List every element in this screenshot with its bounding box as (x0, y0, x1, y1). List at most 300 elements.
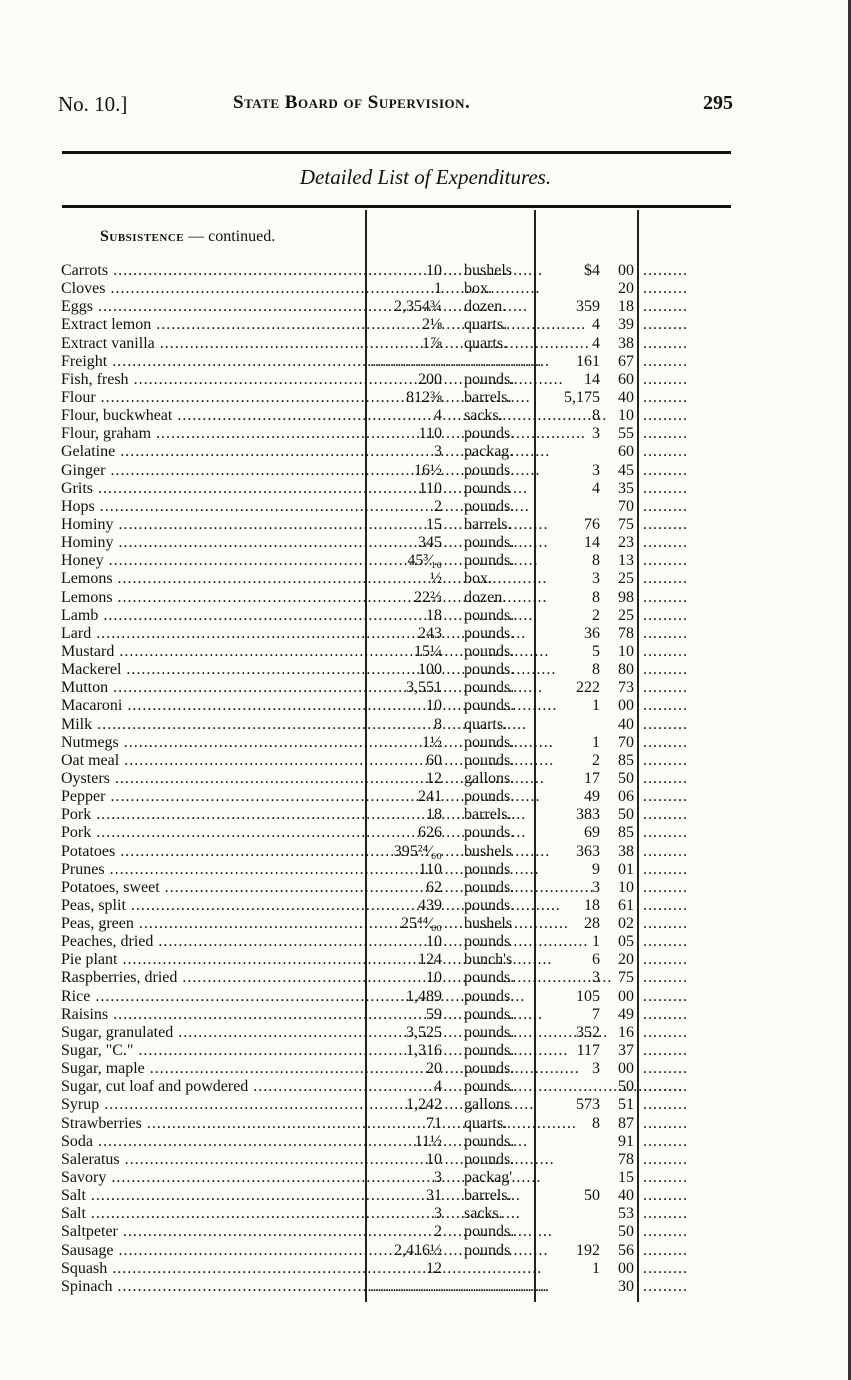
item-cents: 80 (618, 661, 634, 679)
item-unit: pounds. (464, 461, 515, 479)
item-cents: 39 (618, 316, 634, 334)
item-unit: pounds. (464, 878, 515, 896)
trailing-leader-dots: ......... (643, 552, 688, 570)
item-cents: 98 (618, 588, 634, 606)
item-name: Eggs ..... (61, 298, 362, 316)
item-unit: gallons (464, 1096, 511, 1114)
trailing-leader-dots: ......... (643, 280, 688, 298)
item-dollars: 14 (584, 370, 600, 388)
item-dollars: 8 (592, 407, 600, 425)
trailing-leader-dots: ......... (643, 298, 688, 316)
table-row (0, 443, 851, 461)
table-row (0, 552, 851, 570)
trailing-leader-dots: ......... (643, 1078, 688, 1096)
item-quantity: 10 (426, 969, 442, 987)
item-dollars: 352 (576, 1023, 600, 1041)
trailing-leader-dots: ......... (643, 1169, 688, 1187)
item-dollars: 7 (592, 1005, 600, 1023)
item-unit: pounds. (464, 1005, 515, 1023)
item-name: Sausage ..... (61, 1242, 362, 1260)
table-row (0, 697, 851, 715)
item-cents: 40 (618, 388, 634, 406)
item-unit: pounds. (464, 1150, 515, 1168)
table-row (0, 407, 851, 425)
item-cents: 85 (618, 751, 634, 769)
trailing-leader-dots: ......... (643, 407, 688, 425)
item-cents: 13 (618, 552, 634, 570)
item-cents: 51 (618, 1096, 634, 1114)
trailing-leader-dots: ......... (643, 515, 688, 533)
item-quantity: 22⅔ (414, 588, 442, 606)
trailing-leader-dots: ......... (643, 316, 688, 334)
item-quantity: 200 (418, 370, 442, 388)
table-row (0, 1205, 851, 1223)
section-heading (100, 228, 275, 246)
item-quantity: 1,242 (406, 1096, 442, 1114)
table-row (0, 1133, 851, 1151)
section-title: Subsistence (100, 228, 185, 245)
item-name: Ginger ..... (61, 462, 362, 480)
item-quantity: 124 (418, 951, 442, 969)
trailing-leader-dots: ......... (643, 842, 688, 860)
table-row (0, 480, 851, 498)
item-cents: 38 (618, 334, 634, 352)
expenditure-table (0, 262, 851, 1296)
table-row (0, 770, 851, 788)
item-unit: barrels. (464, 515, 512, 533)
item-quantity: 241 (418, 788, 442, 806)
trailing-leader-dots: ......... (643, 352, 688, 370)
item-unit: pounds. (464, 697, 515, 715)
trailing-leader-dots: ......... (643, 1023, 688, 1041)
trailing-leader-dots: ......... (643, 370, 688, 388)
item-quantity: 62 (426, 878, 442, 896)
item-cents: 87 (618, 1114, 634, 1132)
item-name: Strawberries ..... (61, 1115, 362, 1133)
table-row (0, 462, 851, 480)
item-unit: pounds. (464, 534, 515, 552)
item-cents: 49 (618, 1005, 634, 1023)
item-unit: pounds. (464, 1042, 515, 1060)
trailing-leader-dots: ......... (643, 769, 688, 787)
trailing-leader-dots: ......... (643, 642, 688, 660)
item-quantity: 1⅞ (422, 334, 442, 352)
item-cents: 40 (618, 715, 634, 733)
item-unit: pounds. (464, 624, 515, 642)
item-quantity: 3 (434, 1169, 442, 1187)
item-cents: 37 (618, 1042, 634, 1060)
item-unit: box. (464, 570, 492, 588)
item-name: Mustard ..... (61, 643, 362, 661)
page-subtitle: Detailed List of Expenditures. (299, 165, 552, 189)
table-row (0, 316, 851, 334)
item-unit: bunch's (464, 951, 513, 969)
table-row (0, 1096, 851, 1114)
table-row (0, 371, 851, 389)
item-quantity: 812⅜ (406, 388, 442, 406)
table-row (0, 1042, 851, 1060)
item-cents: 02 (618, 915, 634, 933)
trailing-leader-dots: ......... (643, 570, 688, 588)
item-dollars: $4 (584, 262, 600, 279)
item-cents: 85 (618, 824, 634, 842)
item-quantity: 110 (418, 425, 442, 443)
item-unit: pounds. (464, 1023, 515, 1041)
item-quantity: 60 (426, 751, 442, 769)
table-row (0, 716, 851, 734)
item-cents: 50 (618, 1223, 634, 1241)
item-name: Sugar, cut loaf and powdered ..... (61, 1078, 362, 1096)
item-name: Fish, fresh ..... (61, 371, 362, 389)
table-row (0, 843, 851, 861)
item-quantity: 110 (418, 860, 442, 878)
item-unit: quarts. (464, 316, 508, 334)
item-unit: pounds. (464, 642, 515, 660)
item-cents: 50 (618, 769, 634, 787)
item-cents: 78 (618, 1150, 634, 1168)
item-quantity: 4 (434, 1078, 442, 1096)
item-unit: sacks. (464, 1205, 503, 1223)
item-cents: 75 (618, 515, 634, 533)
table-row (0, 861, 851, 879)
item-unit: pounds. (464, 1060, 515, 1078)
item-quantity: 12 (426, 769, 442, 787)
item-cents: 75 (618, 969, 634, 987)
item-name: Raisins ..... (61, 1006, 362, 1024)
item-dollars: 3 (592, 461, 600, 479)
item-name: Nutmegs ..... (61, 734, 362, 752)
trailing-leader-dots: ......... (643, 661, 688, 679)
table-row (0, 1024, 851, 1042)
item-unit: pounds (464, 479, 511, 497)
item-unit: pounds (464, 1241, 511, 1259)
item-dollars: 1 (592, 933, 600, 951)
item-cents: 00 (618, 1259, 634, 1277)
item-name: Sugar, "C." ..... (61, 1042, 362, 1060)
item-name: Freight ..... (61, 353, 362, 371)
trailing-leader-dots: ......... (643, 334, 688, 352)
trailing-leader-dots: ......... (643, 1150, 688, 1168)
table-row (0, 933, 851, 951)
item-cents: 06 (618, 788, 634, 806)
table-row (0, 1223, 851, 1241)
item-quantity: 3 (434, 443, 442, 461)
item-quantity: 439 (418, 896, 442, 914)
item-quantity: 3,525 (406, 1023, 442, 1041)
item-name: Salt ..... (61, 1205, 362, 1223)
item-name: Milk ..... (61, 716, 362, 734)
item-name: Saleratus ..... (61, 1151, 362, 1169)
table-row (0, 1078, 851, 1096)
trailing-leader-dots: ......... (643, 915, 688, 933)
item-name: Peas, split ..... (61, 897, 362, 915)
item-dollars: 28 (584, 915, 600, 933)
item-dollars: 161 (576, 352, 600, 370)
item-quantity: 11½ (414, 1132, 442, 1150)
trailing-leader-dots: ......... (643, 1223, 688, 1241)
item-unit: bushels (464, 262, 512, 279)
trailing-leader-dots: ......... (643, 497, 688, 515)
table-row (0, 1006, 851, 1024)
item-name: Flour, graham ..... (61, 425, 362, 443)
item-cents: 00 (618, 262, 634, 279)
item-name: Squash ..... (61, 1260, 362, 1278)
table-row (0, 879, 851, 897)
item-dollars: 8 (592, 1114, 600, 1132)
item-quantity: 1 (434, 280, 442, 298)
item-unit: pounds. (464, 751, 515, 769)
trailing-leader-dots: ......... (643, 715, 688, 733)
trailing-leader-dots: ......... (643, 679, 688, 697)
item-name: Spinach ..... (61, 1278, 362, 1296)
item-unit: pounds. (464, 733, 515, 751)
item-quantity: 110 (418, 479, 442, 497)
item-name: Grits ..... (61, 480, 362, 498)
item-dollars: 4 (592, 316, 600, 334)
item-unit: bushels (464, 915, 512, 933)
item-unit: pounds. (464, 497, 515, 515)
item-name: Hominy ..... (61, 516, 362, 534)
item-quantity: 2⅛ (422, 316, 442, 334)
item-cents: 10 (618, 642, 634, 660)
item-name: Soda ..... (61, 1133, 362, 1151)
table-row (0, 1115, 851, 1133)
item-dollars: 2 (592, 751, 600, 769)
trailing-leader-dots: ......... (643, 824, 688, 842)
item-cents: 45 (618, 461, 634, 479)
item-dollars: 3 (592, 1060, 600, 1078)
item-quantity: 16½ (414, 461, 442, 479)
item-unit: gallons. (464, 769, 515, 787)
item-quantity: 626 (418, 824, 442, 842)
trailing-leader-dots: ......... (643, 751, 688, 769)
table-row (0, 262, 851, 280)
table-row (0, 734, 851, 752)
item-unit: dozen. (464, 298, 507, 316)
item-dollars: 1 (592, 733, 600, 751)
item-dollars: 50 (584, 1187, 600, 1205)
table-row (0, 951, 851, 969)
item-name: Flour ..... (61, 389, 362, 407)
trailing-leader-dots: ......... (643, 1259, 688, 1277)
table-row (0, 1187, 851, 1205)
item-name: Pepper ..... (61, 788, 362, 806)
table-row (0, 353, 851, 371)
item-quantity: 10 (426, 933, 442, 951)
table-row (0, 824, 851, 842)
item-name: Peas, green ..... (61, 915, 362, 933)
item-cents: 50 (618, 1078, 634, 1096)
item-quantity: 395²⁴⁄₆₀ (393, 842, 442, 860)
item-quantity: 31 (426, 1187, 442, 1205)
item-name: Oat meal ..... (61, 752, 362, 770)
item-quantity: 2,354¾ (394, 298, 442, 316)
item-dollars: 8 (592, 588, 600, 606)
item-cents: 60 (618, 370, 634, 388)
item-quantity: 2,416½ (394, 1241, 442, 1259)
trailing-leader-dots: ......... (643, 860, 688, 878)
item-dollars: 49 (584, 788, 600, 806)
item-dollars: 363 (576, 842, 600, 860)
trailing-leader-dots: ......... (643, 896, 688, 914)
item-name: Peaches, dried ..... (61, 933, 362, 951)
item-unit: quarts. (464, 1114, 508, 1132)
item-quantity: 345 (418, 534, 442, 552)
table-top-rule (62, 205, 731, 208)
table-row (0, 1060, 851, 1078)
item-unit: pounds. (464, 370, 515, 388)
item-cents: 10 (618, 878, 634, 896)
trailing-leader-dots: ......... (643, 534, 688, 552)
item-name: Extract lemon ..... (61, 316, 362, 334)
item-quantity: 18 (426, 606, 442, 624)
trailing-leader-dots: ......... (643, 951, 688, 969)
item-name: Pie plant ..... (61, 951, 362, 969)
item-cents: 30 (618, 1277, 634, 1295)
item-quantity: 12 (426, 1259, 442, 1277)
item-dollars: 14 (584, 534, 600, 552)
trailing-leader-dots: ......... (643, 788, 688, 806)
item-cents: 00 (618, 1060, 634, 1078)
item-name: Rice ..... (61, 988, 362, 1006)
table-row (0, 280, 851, 298)
item-unit: packag. (464, 443, 514, 461)
table-row (0, 661, 851, 679)
item-cents: 73 (618, 679, 634, 697)
trailing-leader-dots: ......... (643, 425, 688, 443)
trailing-leader-dots: ......... (643, 479, 688, 497)
trailing-leader-dots: ......... (643, 1241, 688, 1259)
item-name: Pork ..... (61, 824, 362, 842)
item-name: Prunes ..... (61, 861, 362, 879)
trailing-leader-dots: ......... (643, 1187, 688, 1205)
item-unit: pounds. (464, 425, 515, 443)
item-dollars: 105 (576, 987, 600, 1005)
item-dollars: 3 (592, 878, 600, 896)
item-dollars: 117 (576, 1042, 600, 1060)
trailing-leader-dots: ......... (643, 624, 688, 642)
item-quantity: ½ (430, 570, 442, 588)
table-row (0, 589, 851, 607)
item-name: Sugar, maple ..... (61, 1060, 362, 1078)
item-quantity: 10 (426, 262, 442, 279)
trailing-leader-dots: ......... (643, 1132, 688, 1150)
item-name: Lamb ..... (61, 607, 362, 625)
table-row (0, 1278, 851, 1296)
item-quantity: 1,489 (406, 987, 442, 1005)
item-unit: pounds. (464, 824, 515, 842)
running-title: State Board of Supervision. (233, 92, 471, 113)
item-quantity: 2 (434, 497, 442, 515)
item-cents: 20 (618, 951, 634, 969)
item-unit: pounds. (464, 987, 515, 1005)
item-quantity: 25⁴⁴⁄₆₀ (401, 915, 442, 933)
item-quantity: 15 (426, 515, 442, 533)
item-unit: barrels. (464, 388, 512, 406)
item-dollars: 2 (592, 606, 600, 624)
item-unit: sacks. (464, 407, 503, 425)
item-name: Lard ..... (61, 625, 362, 643)
table-row (0, 969, 851, 987)
header-rule (62, 151, 731, 154)
item-quantity: 1,316 (406, 1042, 442, 1060)
item-name: Honey ..... (61, 552, 362, 570)
item-cents: 70 (618, 497, 634, 515)
table-row (0, 897, 851, 915)
item-dollars: 8 (592, 552, 600, 570)
item-cents: 00 (618, 987, 634, 1005)
trailing-leader-dots: ......... (643, 588, 688, 606)
item-quantity: 3 (434, 1205, 442, 1223)
item-name: Saltpeter ..... (61, 1223, 362, 1241)
item-dollars: 18 (584, 896, 600, 914)
item-quantity: 18 (426, 806, 442, 824)
item-cents: 91 (618, 1132, 634, 1150)
item-cents: 15 (618, 1169, 634, 1187)
item-name: Macaroni ..... (61, 697, 362, 715)
item-cents: 70 (618, 733, 634, 751)
item-dollars: 69 (584, 824, 600, 842)
item-name: Gelatine ..... (61, 443, 362, 461)
trailing-leader-dots: ......... (643, 1114, 688, 1132)
trailing-leader-dots: ......... (643, 1042, 688, 1060)
table-row (0, 516, 851, 534)
item-cents: 60 (618, 443, 634, 461)
item-unit: dozen. (464, 588, 507, 606)
item-quantity: 100 (418, 661, 442, 679)
item-cents: 10 (618, 407, 634, 425)
item-dollars: 383 (576, 806, 600, 824)
table-row (0, 788, 851, 806)
table-row (0, 752, 851, 770)
item-name: Oysters ..... (61, 770, 362, 788)
item-quantity: 1½ (422, 733, 442, 751)
item-cents: 23 (618, 534, 634, 552)
table-row (0, 806, 851, 824)
item-dollars: 3 (592, 425, 600, 443)
item-dollars: 192 (576, 1241, 600, 1259)
trailing-leader-dots: ......... (643, 733, 688, 751)
item-cents: 56 (618, 1241, 634, 1259)
item-cents: 18 (618, 298, 634, 316)
item-name: Cloves ..... (61, 280, 362, 298)
item-unit: bushels (464, 842, 512, 860)
item-cents: 25 (618, 570, 634, 588)
item-unit: pounds. (464, 606, 515, 624)
item-cents: 40 (618, 1187, 634, 1205)
item-dollars: 359 (576, 298, 600, 316)
section-suffix: — continued. (184, 228, 276, 245)
trailing-leader-dots: ......... (643, 969, 688, 987)
item-dollars: 9 (592, 860, 600, 878)
item-dollars: 4 (592, 479, 600, 497)
item-unit: pounds (464, 860, 511, 878)
item-unit: box. (464, 280, 492, 298)
item-name: Mackerel ..... (61, 661, 362, 679)
item-cents: 16 (618, 1023, 634, 1041)
item-cents: 53 (618, 1205, 634, 1223)
item-name: Potatoes ..... (61, 843, 362, 861)
item-dollars: 6 (592, 951, 600, 969)
item-name: Hops ..... (61, 498, 362, 516)
running-header (58, 92, 733, 122)
trailing-leader-dots: ......... (643, 933, 688, 951)
item-name: Carrots ..... (61, 262, 362, 280)
item-quantity: 45³⁄₁₆ (407, 552, 442, 570)
item-name: Salt ..... (61, 1187, 362, 1205)
item-cents: 00 (618, 697, 634, 715)
table-row (0, 534, 851, 552)
